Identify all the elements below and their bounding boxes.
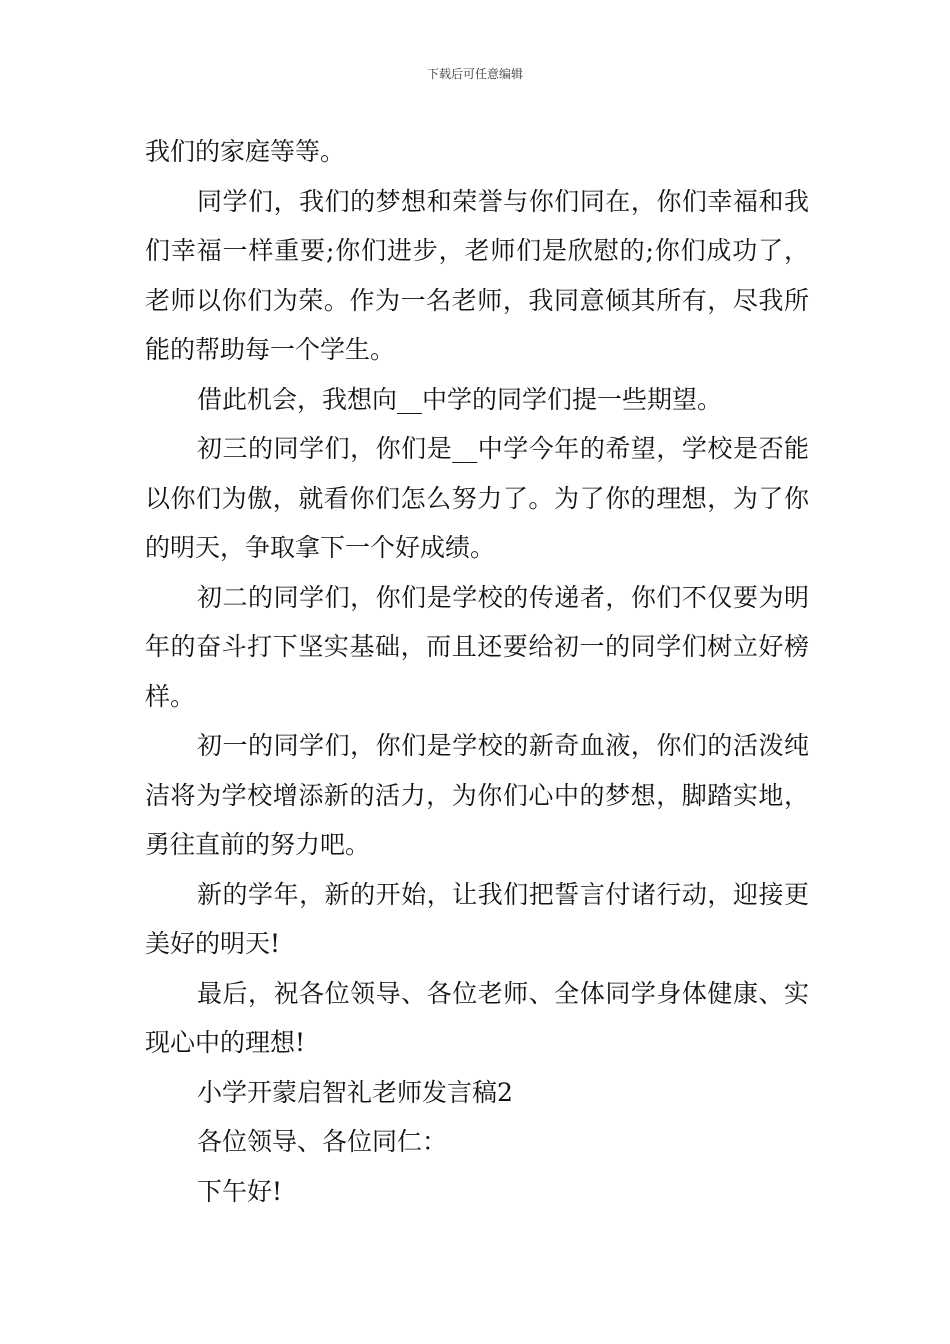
document-body [145, 127, 809, 1216]
paragraph: 同学们，我们的梦想和荣誉与你们同在，你们幸福和我们幸福一样重要;你们进步，老师们是欣慰的;你们成功了，老师以你们为荣。作为一名老师，我同意倾其所有，尽我所能的帮助每一个学生。 [145, 186, 809, 364]
paragraph: 初三的同学们，你们是__中学今年的希望，学校是否能以你们为傲，就看你们怎么努力了。为了你的理想，为了你的明天，争取拿下一个好成绩。 [145, 434, 809, 562]
paragraph: 最后，祝各位领导、各位老师、全体同学身体健康、实现心中的理想! [145, 978, 809, 1057]
salutation: 各位领导、各位同仁： [197, 1127, 448, 1156]
paragraph: 借此机会，我想向__中学的同学们提一些期望。 [197, 384, 723, 414]
paragraph: 初一的同学们，你们是学校的新奇血液，你们的活泼纯洁将为学校增添新的活力，为你们心中的梦想，脚踏实地，勇往直前的努力吧。 [145, 731, 809, 859]
paragraph: 我们的家庭等等。 [145, 137, 346, 166]
paragraph: 初二的同学们，你们是学校的传递者，你们不仅要为明年的奋斗打下坚实基础，而且还要给初一的同学们树立好榜样。 [145, 582, 809, 711]
paragraph: 新的学年，新的开始，让我们把誓言付诸行动，迎接更美好的明天! [145, 879, 809, 958]
greeting: 下午好! [197, 1176, 283, 1206]
page-header-note: 下载后可任意编辑 [426, 67, 523, 81]
section-title: 小学开蒙启智礼老师发言稿2 [197, 1077, 513, 1107]
